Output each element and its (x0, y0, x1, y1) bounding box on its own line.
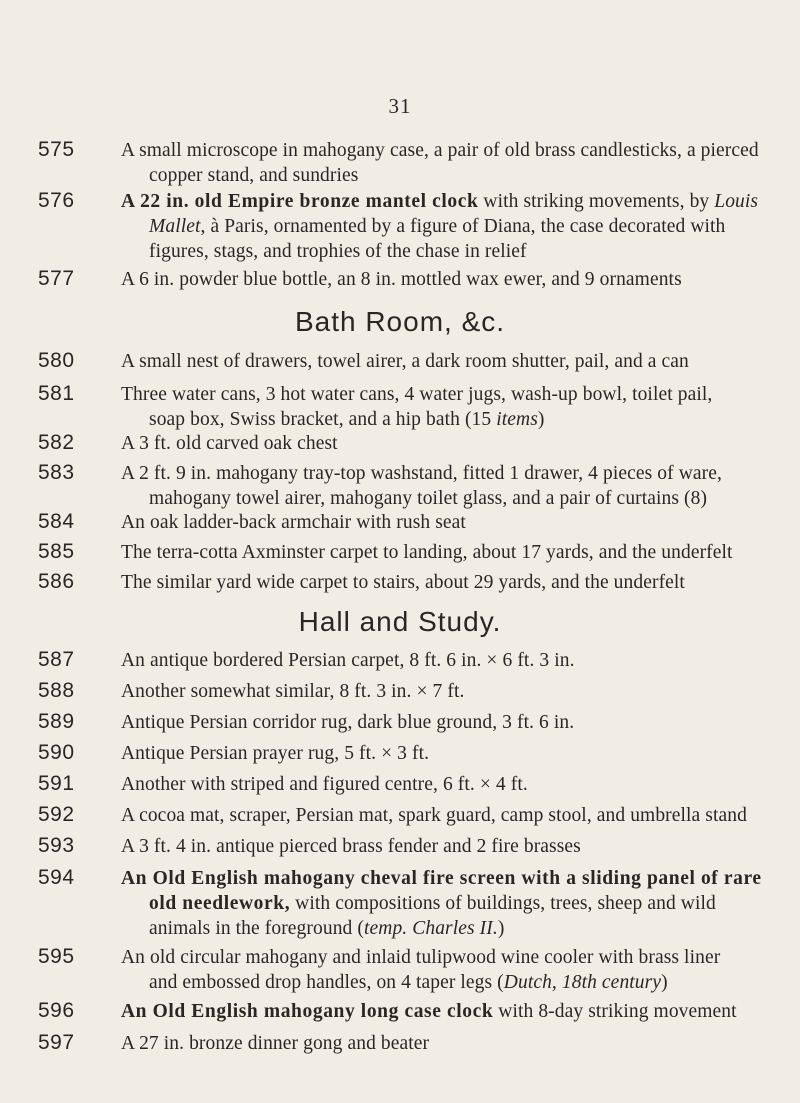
lot-description: A cocoa mat, scraper, Persian mat, spark guard, camp stool, and umbrella stand (121, 805, 747, 826)
lot-description: An oak ladder-back armchair with rush seat (121, 512, 466, 533)
lot-description: Another somewhat similar, 8 ft. 3 in. × 7 ft. (121, 681, 465, 702)
lot-description: Another with striped and figured centre, 6 ft. × 4 ft. (121, 774, 528, 795)
lot-description: A 3 ft. 4 in. antique pierced brass fender and 2 fire brasses (121, 836, 581, 857)
lot-description: An old circular mahogany and inlaid tulipwood wine cooler with brass liner and embossed drop handles, on 4 taper legs (Dutch, 18th century) (121, 947, 721, 993)
section-heading: Hall and Study. (298, 606, 502, 637)
lot-number: 586 (38, 570, 75, 593)
page-number: 31 (388, 94, 412, 118)
lot-number: 580 (38, 349, 75, 372)
lot-number: 589 (38, 710, 75, 733)
section-heading: Bath Room, &c. (294, 306, 506, 337)
lot-number: 577 (38, 267, 75, 290)
lot-description: An antique bordered Persian carpet, 8 ft. 6 in. × 6 ft. 3 in. (121, 650, 575, 671)
lot-description: A 27 in. bronze dinner gong and beater (121, 1033, 430, 1054)
lot-description: A small nest of drawers, towel airer, a dark room shutter, pail, and a can (121, 351, 689, 372)
lot-number: 583 (38, 461, 75, 484)
lot-number: 576 (38, 189, 75, 212)
lot-description: A 3 ft. old carved oak chest (121, 433, 338, 454)
lot-number: 582 (38, 431, 75, 454)
lot-number: 581 (38, 382, 75, 405)
lot-description: The terra-cotta Axminster carpet to landing, about 17 yards, and the underfelt (121, 542, 733, 563)
lot-description: Three water cans, 3 hot water cans, 4 water jugs, wash-up bowl, toilet pail, soap box, Swiss bracket, and a hip bath (15 items) (121, 384, 713, 430)
lot-number: 597 (38, 1031, 75, 1054)
lot-description: Antique Persian prayer rug, 5 ft. × 3 ft. (121, 743, 430, 764)
lot-number: 594 (38, 866, 75, 889)
lot-number: 591 (38, 772, 75, 795)
lot-number: 587 (38, 648, 75, 671)
lot-description: An Old English mahogany cheval fire screen with a sliding panel of rare old needlework, with compositions of buildings, trees, sheep and wild animals in the foreground (temp. Charles II.) (121, 868, 762, 939)
lot-number: 596 (38, 999, 75, 1022)
lot-number: 595 (38, 945, 75, 968)
lot-number: 575 (38, 138, 75, 161)
lot-description: A 2 ft. 9 in. mahogany tray-top washstand, fitted 1 drawer, 4 pieces of ware, mahogany towel airer, mahogany toilet glass, and a pair of curtains (8) (121, 463, 722, 509)
lot-number: 588 (38, 679, 75, 702)
lot-description: A 22 in. old Empire bronze mantel clock with striking movements, by Louis Mallet, à Paris, ornamented by a figure of Diana, the case decorated with figures, stags, and trophies of the chase in relief (121, 191, 759, 262)
lot-description: The similar yard wide carpet to stairs, about 29 yards, and the underfelt (121, 572, 685, 593)
lot-number: 592 (38, 803, 75, 826)
lot-number: 593 (38, 834, 75, 857)
lot-description: Antique Persian corridor rug, dark blue ground, 3 ft. 6 in. (121, 712, 575, 733)
lot-number: 585 (38, 540, 75, 563)
lot-description: A 6 in. powder blue bottle, an 8 in. mottled wax ewer, and 9 ornaments (121, 269, 682, 290)
lot-number: 590 (38, 741, 75, 764)
lot-number: 584 (38, 510, 75, 533)
lot-description: A small microscope in mahogany case, a pair of old brass candlesticks, a pierced copper stand, and sundries (121, 140, 759, 186)
lot-description: An Old English mahogany long case clock with 8-day striking movement (121, 1001, 737, 1022)
